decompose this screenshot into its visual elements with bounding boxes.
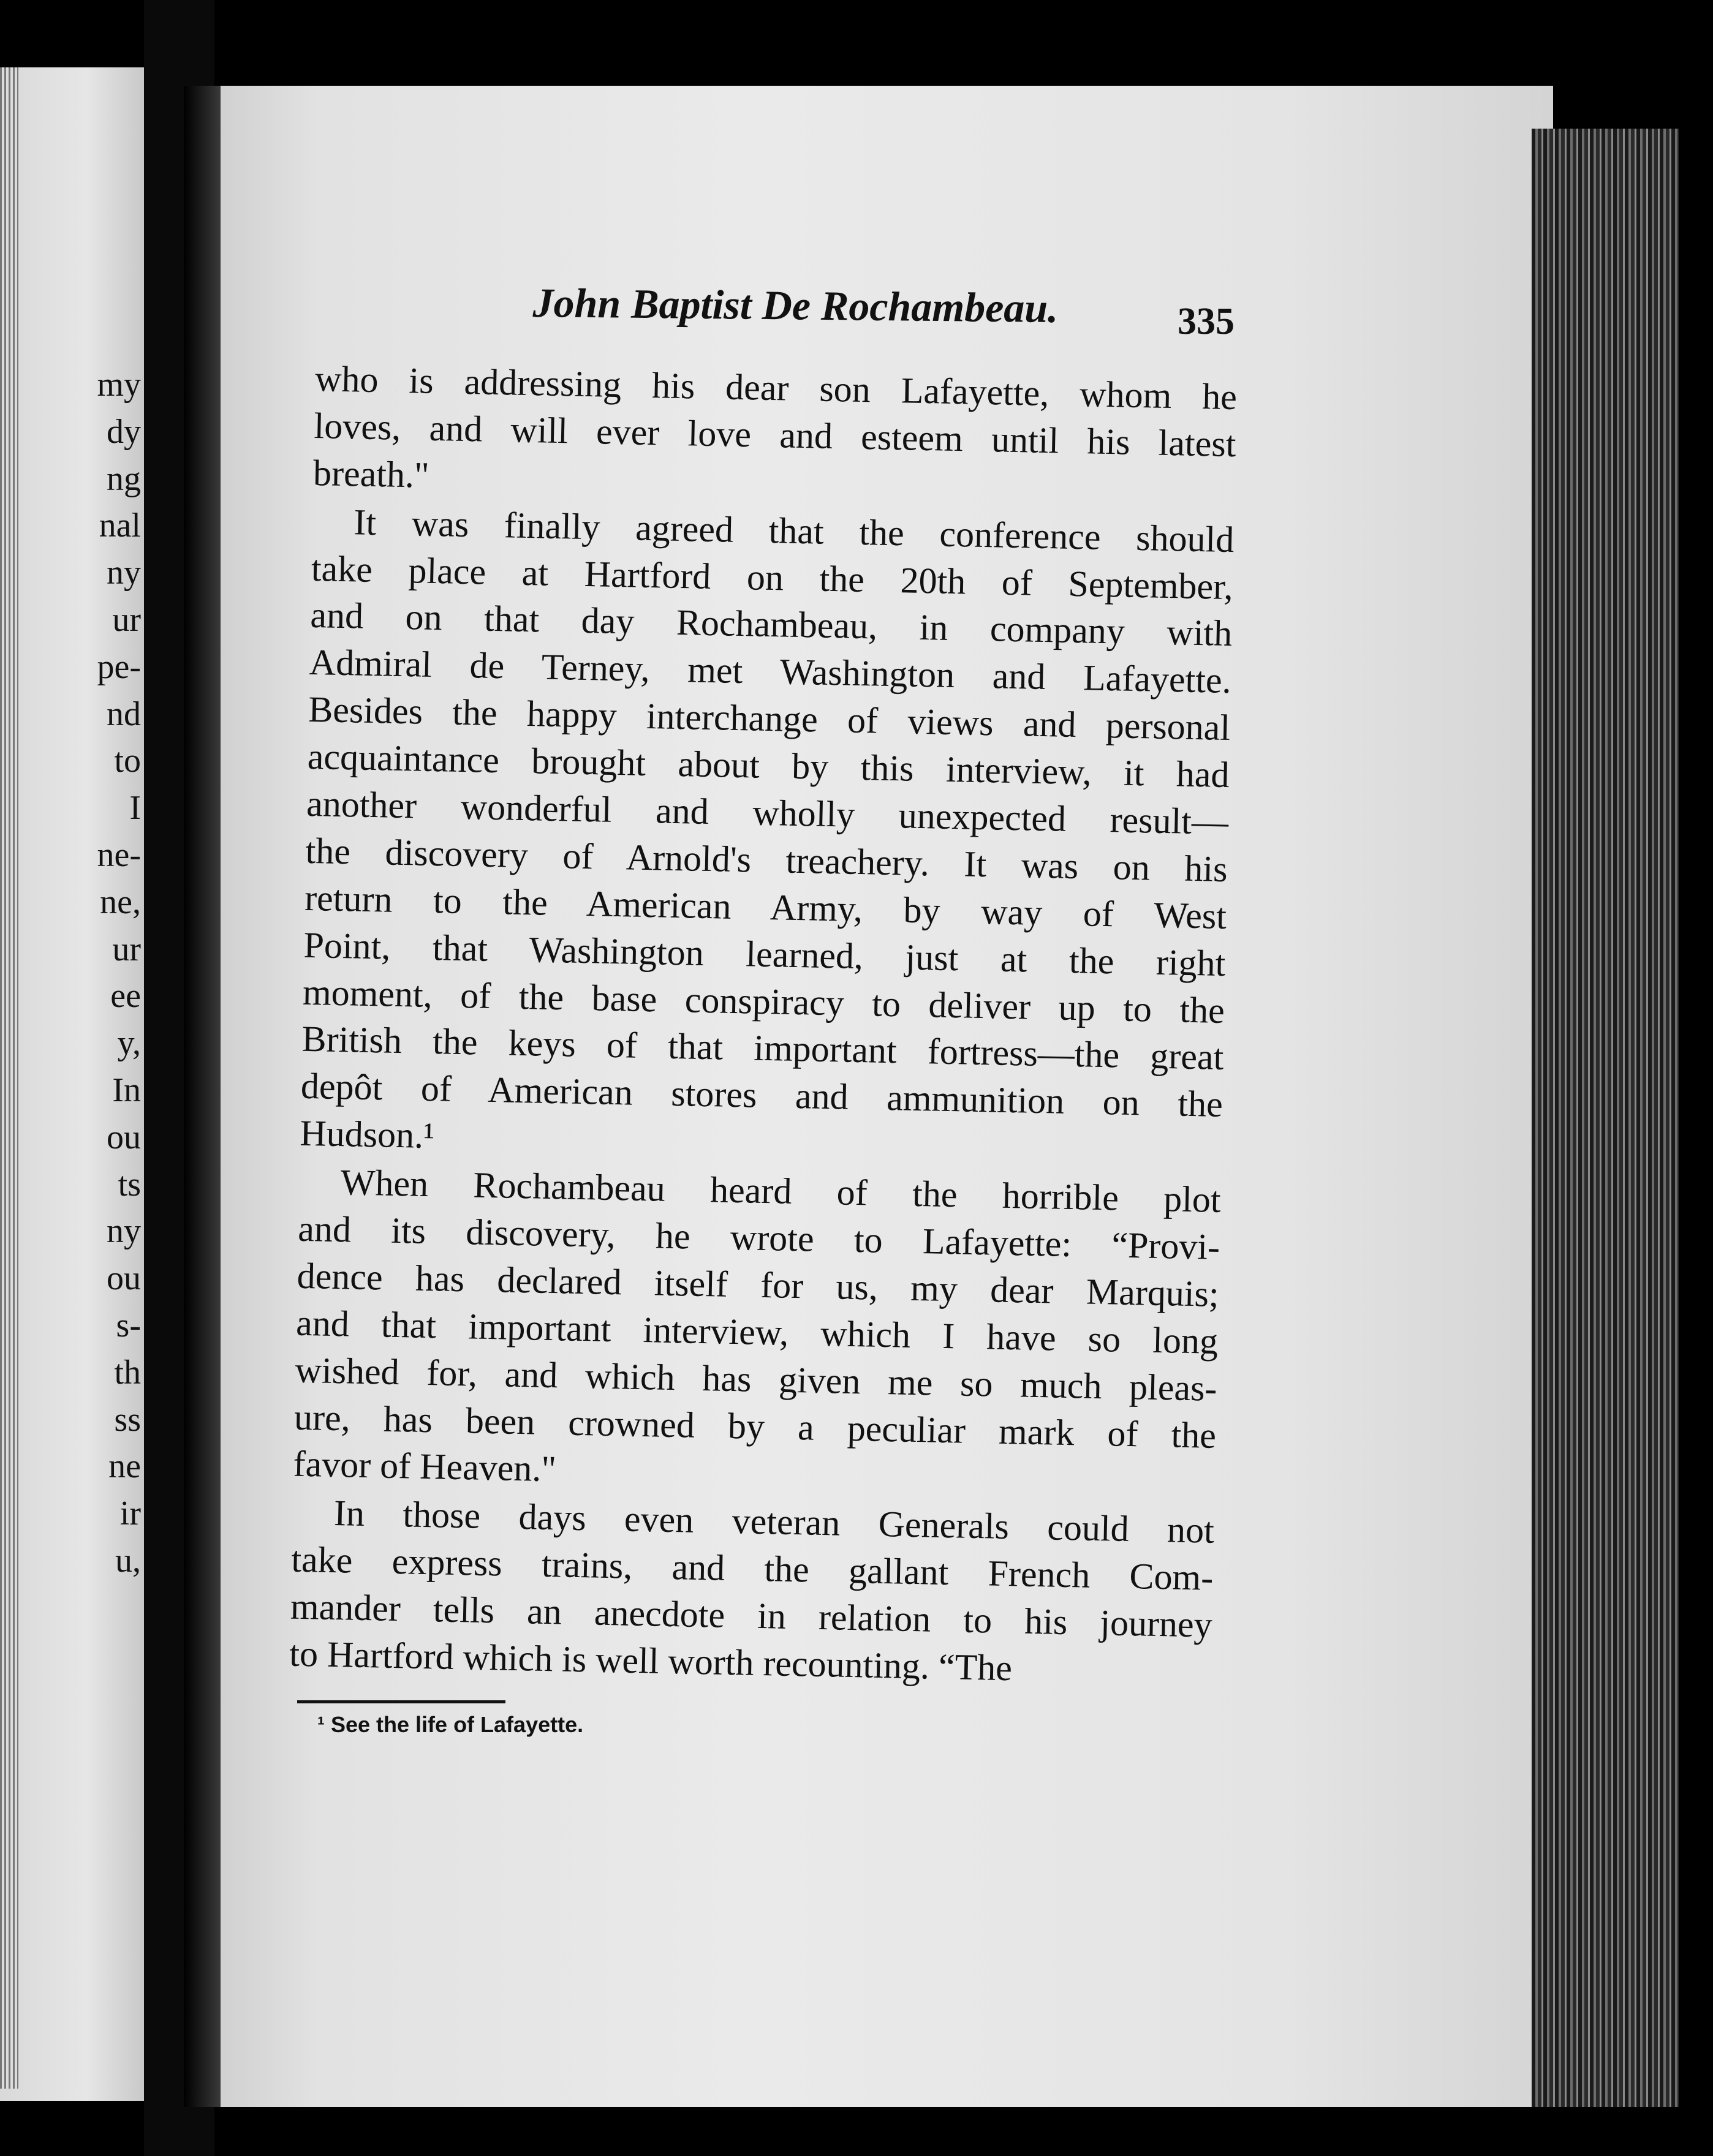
previous-page-fragment: ur [112, 930, 141, 968]
scan-border [1679, 123, 1713, 2156]
text-line: take express trains, and the gallant French Com- [290, 1539, 1214, 1599]
previous-page-text-fragments [0, 361, 141, 1585]
paragraph [293, 1158, 1221, 1506]
previous-page-fragment: ne- [97, 835, 141, 874]
previous-page-fragment: In [112, 1071, 141, 1109]
footnote-rule [297, 1700, 505, 1703]
previous-page-fragment: ur [112, 600, 141, 639]
previous-page-fragment: ss [114, 1400, 141, 1439]
previous-page-fragment: u, [115, 1541, 141, 1580]
text-line: Hudson.¹ [299, 1113, 435, 1156]
page-block-edges [1532, 129, 1685, 2107]
previous-page-fragment: ne [108, 1447, 141, 1486]
paragraph [300, 498, 1235, 1175]
page-number: 335 [1178, 301, 1235, 342]
text-line: Point, that Washington learned, just at the right [303, 924, 1227, 984]
previous-page-fragment: ne, [100, 883, 141, 921]
previous-page-fragment: ts [118, 1165, 141, 1204]
previous-page-fragment: ny [107, 554, 141, 592]
text-line: and on that day Rochambeau, in company with [309, 595, 1233, 654]
text-line: acquaintance brought about by this interview, it had [307, 736, 1230, 796]
previous-page-fragment: nal [99, 507, 141, 545]
text-line: Admiral de Terney, met Washington and Lafayette. [309, 642, 1232, 701]
previous-page-fragment: ou [107, 1259, 141, 1298]
text-line: the discovery of Arnold's treachery. It was on his [305, 830, 1228, 889]
gutter-shadow [184, 86, 221, 2107]
text-line: It was finally agreed that the conference should [353, 501, 1235, 560]
text-line: In those days even veteran Generals could not [333, 1493, 1215, 1551]
text-line: take place at Hartford on the 20th of September, [311, 548, 1234, 607]
text-line: who is addressing his dear son Lafayette, whom he [314, 358, 1238, 418]
text-line: depôt of American stores and ammunition on the [300, 1066, 1223, 1125]
previous-page-fragment: pe- [97, 647, 141, 686]
previous-page-fragment: to [114, 742, 141, 780]
previous-page-fragment: my [97, 366, 141, 404]
text-line: British the keys of that important fortress—the great [301, 1019, 1224, 1078]
paragraph [312, 355, 1237, 515]
previous-page-fragment: s- [116, 1306, 141, 1344]
text-line: wished for, and which has given me so much pleas- [295, 1349, 1218, 1409]
text-line: ure, has been crowned by a peculiar mark of the [293, 1396, 1217, 1456]
previous-page-fragment: ee [110, 977, 141, 1016]
body-text [289, 355, 1238, 1696]
previous-page-fragment: ny [107, 1212, 141, 1251]
text-line: another wonderful and wholly unexpected result— [306, 783, 1229, 843]
text-line: When Rochambeau heard of the horrible plot [340, 1162, 1222, 1221]
previous-page-fragment: ou [107, 1118, 141, 1156]
text-line: to Hartford which is well worth recounting. “The [289, 1633, 1013, 1689]
text-line: dence has declared itself for us, my dear Marquis; [297, 1255, 1220, 1314]
text-line: and its discovery, he wrote to Lafayette: “Provi- [297, 1208, 1220, 1267]
footnote: ¹ See the life of Lafayette. [317, 1712, 584, 1737]
text-line: breath." [312, 452, 430, 496]
text-line: return to the American Army, by way of West [304, 877, 1227, 937]
text-line: mander tells an anecdote in relation to his journey [290, 1586, 1213, 1645]
text-line: moment, of the base conspiracy to deliver up to the [302, 971, 1225, 1031]
text-line: favor of Heaven." [293, 1444, 557, 1490]
previous-page-fragment: I [129, 789, 141, 827]
previous-page-fragment: th [114, 1353, 141, 1392]
previous-page-fragment: ng [107, 459, 141, 498]
paragraph [289, 1489, 1215, 1696]
previous-page-fragment: dy [107, 412, 141, 451]
text-line: Besides the happy interchange of views and personal [308, 689, 1231, 748]
text-line: loves, and will ever love and esteem until his latest [314, 405, 1237, 465]
running-head: John Baptist De Rochambeau. [532, 279, 1059, 331]
previous-page-fragment: ir [119, 1494, 141, 1533]
previous-page-fragment: y, [117, 1024, 141, 1063]
previous-page-fragment: nd [107, 695, 141, 733]
text-line: and that important interview, which I have so long [295, 1302, 1219, 1362]
